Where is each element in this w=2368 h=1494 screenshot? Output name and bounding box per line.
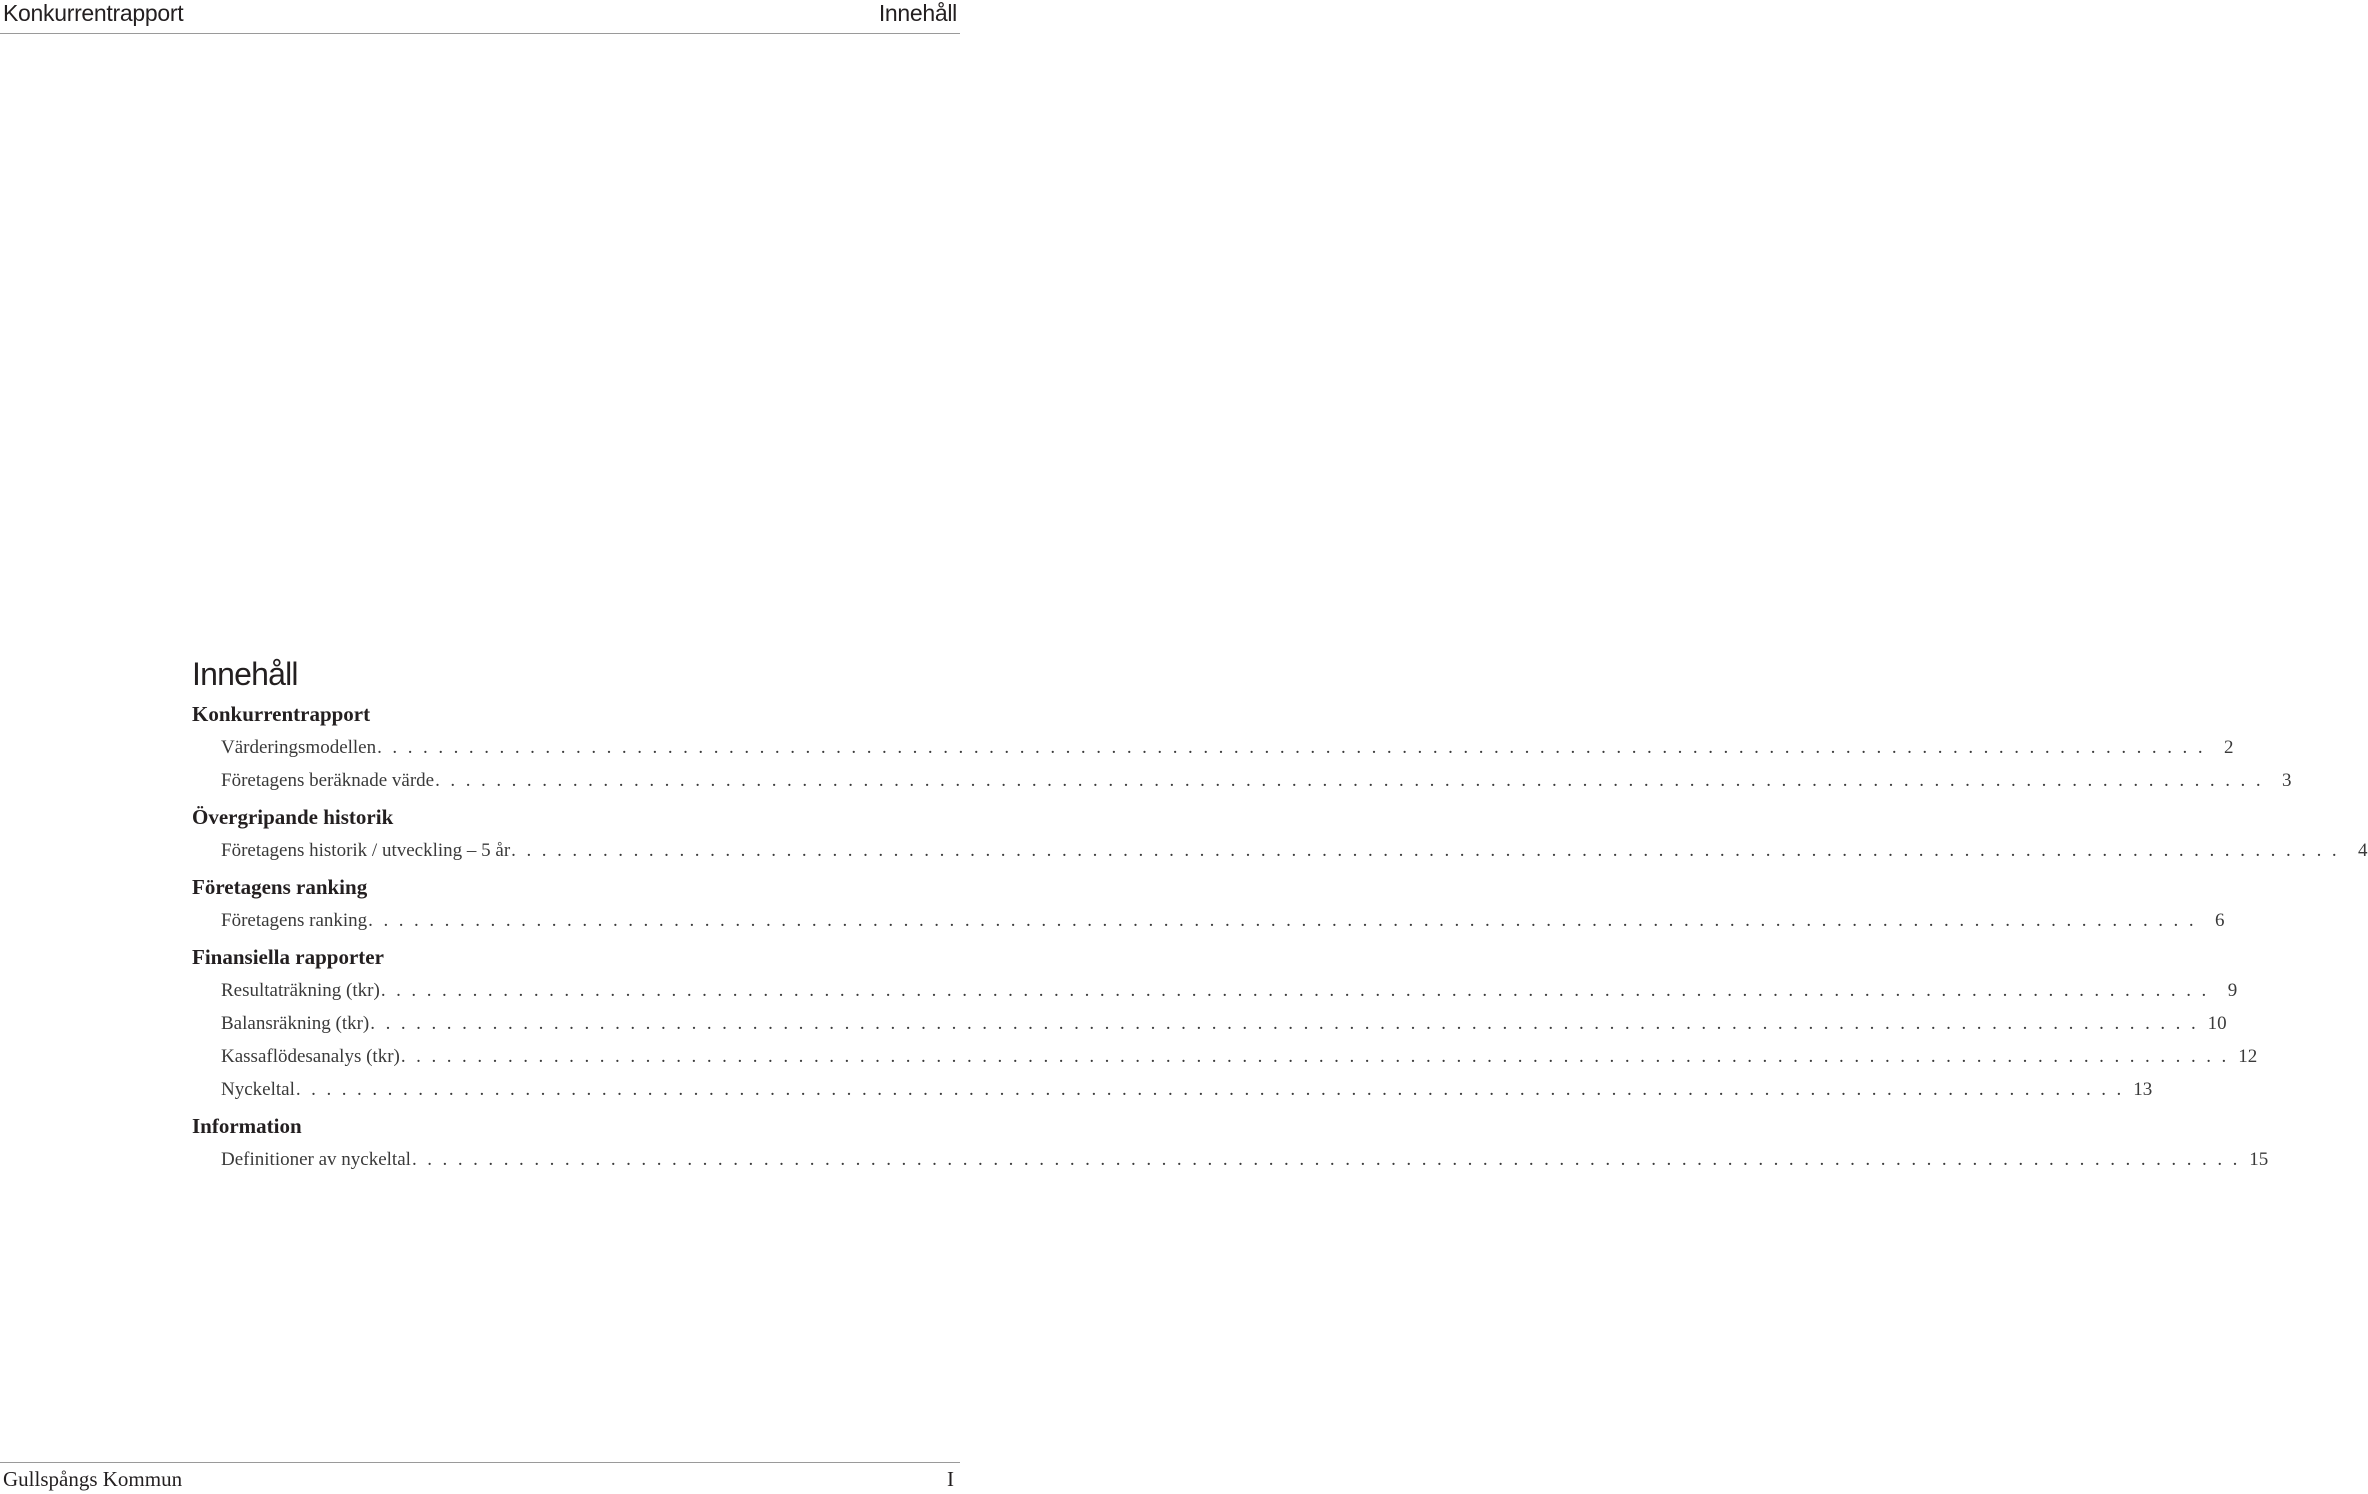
toc-entry-page-number: 6 <box>2215 910 2225 931</box>
toc-entry-page-number: 13 <box>2133 1079 2153 1100</box>
toc-entry[interactable] <box>221 974 2238 1007</box>
toc-entry[interactable] <box>221 1073 2153 1106</box>
running-header <box>0 0 960 34</box>
toc-entry[interactable] <box>221 904 2225 937</box>
toc-dot-leader: . . . . . . . . . . . . . . . . . . . . . . . . . . . . . . . . . . . . . . . . . . . . . . . . . . . . . . . . . . . . . . . . . . . . . . . . . . . . . . . . . . . . . . . . . . . . . . . . . . . . . . . . . . . . . . . . . . . . . . . . <box>400 1046 2230 1067</box>
toc-dot-leader: . . . . . . . . . . . . . . . . . . . . . . . . . . . . . . . . . . . . . . . . . . . . . . . . . . . . . . . . . . . . . . . . . . . . . . . . . . . . . . . . . . . . . . . . . . . . . . . . . . . . . . . . . . . . . . . . . . . . . . . . <box>377 737 2206 758</box>
toc-entry[interactable] <box>221 1007 2227 1040</box>
toc-entry-label: Företagens ranking <box>221 910 368 931</box>
toc-entry-label: Företagens historik / utveckling – 5 år <box>221 840 511 861</box>
toc-section <box>192 805 2368 867</box>
header-document-title: Konkurrentrapport <box>3 0 184 26</box>
toc-section-heading: Information <box>192 1114 302 1138</box>
toc-entry-label: Balansräkning (tkr) <box>221 1013 370 1034</box>
toc-section <box>192 945 2258 1106</box>
toc-section-heading: Finansiella rapporter <box>192 945 384 969</box>
toc-entry-page-number: 4 <box>2358 840 2368 861</box>
toc-dot-leader: . . . . . . . . . . . . . . . . . . . . . . . . . . . . . . . . . . . . . . . . . . . . . . . . . . . . . . . . . . . . . . . . . . . . . . . . . . . . . . . . . . . . . . . . . . . . . . . . . . . . . . . . . . . . . . . . . . . . . . . . <box>295 1079 2125 1100</box>
toc-dot-leader: . . . . . . . . . . . . . . . . . . . . . . . . . . . . . . . . . . . . . . . . . . . . . . . . . . . . . . . . . . . . . . . . . . . . . . . . . . . . . . . . . . . . . . . . . . . . . . . . . . . . . . . . . . . . . . . . . . . . . . . . <box>370 1013 2199 1034</box>
toc-entry-label: Värderingsmodellen <box>221 737 377 758</box>
toc-section-heading: Övergripande historik <box>192 805 394 829</box>
toc-section <box>192 875 2225 937</box>
toc-dot-leader: . . . . . . . . . . . . . . . . . . . . . . . . . . . . . . . . . . . . . . . . . . . . . . . . . . . . . . . . . . . . . . . . . . . . . . . . . . . . . . . . . . . . . . . . . . . . . . . . . . . . . . . . . . . . . . . . . . . . . . . . <box>368 910 2197 931</box>
toc-entry[interactable] <box>221 834 2368 867</box>
page-footer <box>0 1462 960 1494</box>
toc-dot-leader: . . . . . . . . . . . . . . . . . . . . . . . . . . . . . . . . . . . . . . . . . . . . . . . . . . . . . . . . . . . . . . . . . . . . . . . . . . . . . . . . . . . . . . . . . . . . . . . . . . . . . . . . . . . . . . . . . . . . . . . . <box>411 1149 2241 1170</box>
toc-dot-leader: . . . . . . . . . . . . . . . . . . . . . . . . . . . . . . . . . . . . . . . . . . . . . . . . . . . . . . . . . . . . . . . . . . . . . . . . . . . . . . . . . . . . . . . . . . . . . . . . . . . . . . . . . . . . . . . . . . . . . . . . <box>435 770 2264 791</box>
table-of-contents <box>192 652 2368 1176</box>
toc-section <box>192 1114 2269 1176</box>
toc-entry-page-number: 9 <box>2227 980 2238 1001</box>
footer-page-number: I <box>947 1467 954 1491</box>
toc-title: Innehåll <box>192 656 298 692</box>
footer-organization: Gullspångs Kommun <box>3 1467 183 1491</box>
toc-entry-label: Nyckeltal <box>221 1079 295 1100</box>
toc-section <box>192 702 2292 797</box>
toc-entry-label: Företagens beräknade värde <box>221 770 435 791</box>
toc-entry[interactable] <box>221 764 2292 797</box>
toc-entry-label: Kassaflödesanalys (tkr) <box>221 1046 400 1067</box>
toc-dot-leader: . . . . . . . . . . . . . . . . . . . . . . . . . . . . . . . . . . . . . . . . . . . . . . . . . . . . . . . . . . . . . . . . . . . . . . . . . . . . . . . . . . . . . . . . . . . . . . . . . . . . . . . . . . . . . . . . . . . . . . . . <box>380 980 2210 1001</box>
toc-dot-leader: . . . . . . . . . . . . . . . . . . . . . . . . . . . . . . . . . . . . . . . . . . . . . . . . . . . . . . . . . . . . . . . . . . . . . . . . . . . . . . . . . . . . . . . . . . . . . . . . . . . . . . . . . . . . . . . . . . . . . . . . <box>511 840 2340 861</box>
toc-entry-page-number: 12 <box>2238 1046 2258 1067</box>
toc-entry[interactable] <box>221 1143 2269 1176</box>
header-section-title: Innehåll <box>878 0 957 26</box>
toc-section-heading: Konkurrentrapport <box>192 702 371 726</box>
toc-entry[interactable] <box>221 1040 2258 1073</box>
toc-entry-page-number: 2 <box>2223 737 2234 758</box>
toc-entry-label: Definitioner av nyckeltal <box>221 1149 411 1170</box>
toc-entry[interactable] <box>221 731 2234 764</box>
toc-entry-page-number: 3 <box>2281 770 2292 791</box>
toc-section-heading: Företagens ranking <box>192 875 368 899</box>
toc-sections <box>192 702 2368 1176</box>
toc-entry-page-number: 15 <box>2249 1149 2269 1170</box>
toc-entry-page-number: 10 <box>2207 1013 2227 1034</box>
toc-entry-label: Resultaträkning (tkr) <box>221 980 380 1001</box>
